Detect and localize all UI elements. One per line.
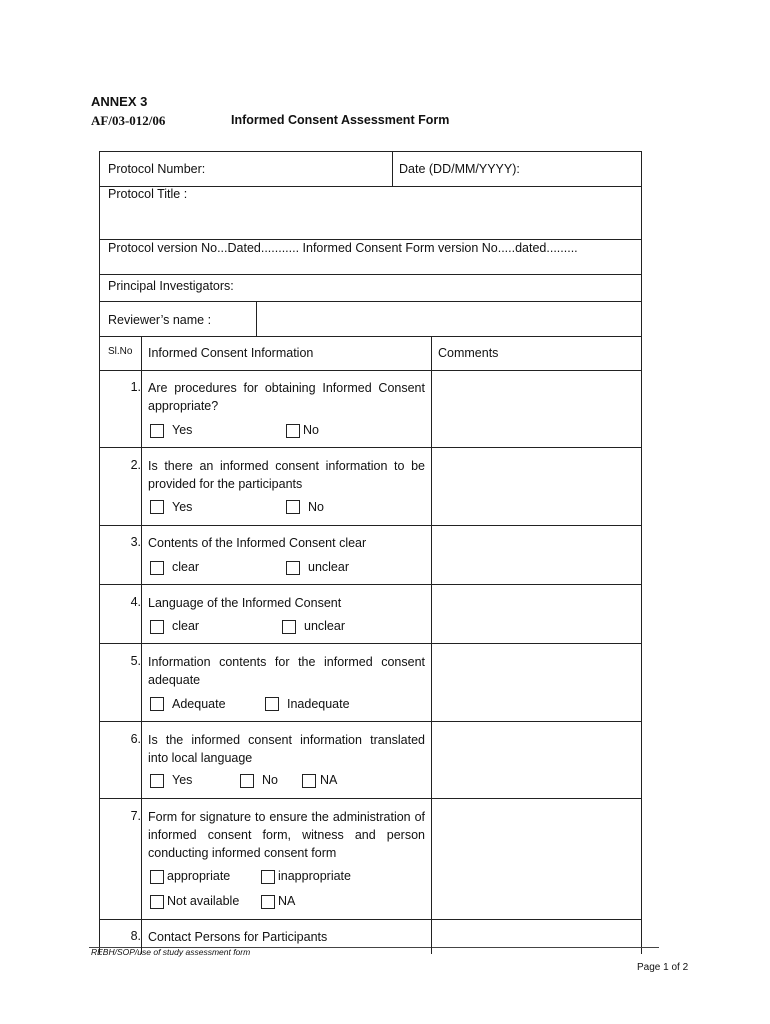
annex-label: ANNEX 3: [91, 94, 148, 109]
option-label: No: [262, 773, 278, 787]
col-comments-header: Comments: [438, 346, 499, 360]
question-text: Information contents for the informed consent adequate: [148, 655, 425, 687]
question-text: Is there an informed consent information to be provided for the participants: [148, 459, 425, 491]
checkbox-inappropriate[interactable]: [261, 870, 275, 884]
row-number: 2.: [130, 458, 141, 472]
checkbox-no[interactable]: [286, 424, 300, 438]
row-number: 8.: [130, 929, 141, 943]
protocol-number-label: Protocol Number:: [108, 162, 206, 176]
row-number: 7.: [130, 809, 141, 823]
protocol-title-label: Protocol Title :: [108, 187, 188, 201]
page-number: Page 1 of 2: [637, 962, 689, 973]
date-label: Date (DD/MM/YYYY):: [399, 162, 520, 176]
checkbox-no[interactable]: [286, 500, 300, 514]
option-label: Yes: [172, 423, 193, 437]
version-line: Protocol version No...Dated........... Informed Consent Form version No.....dated.........: [108, 241, 578, 255]
option-label: NA: [278, 894, 296, 908]
row-number: 1.: [130, 380, 141, 394]
question-text: Contact Persons for Participants: [148, 930, 328, 944]
question-text: Are procedures for obtaining Informed Consent appropriate?: [148, 381, 425, 413]
checkbox-na[interactable]: [261, 895, 275, 909]
question-text: Language of the Informed Consent: [148, 596, 342, 610]
checkbox-unclear[interactable]: [282, 620, 296, 634]
checkbox-na[interactable]: [302, 774, 316, 788]
col-slno-header: Sl.No: [108, 346, 133, 357]
checkbox-adequate[interactable]: [150, 697, 164, 711]
option-label: Yes: [172, 500, 193, 514]
row-number: 6.: [130, 732, 141, 746]
question-text: Is the informed consent information translated into local language: [148, 733, 425, 765]
checkbox-yes[interactable]: [150, 500, 164, 514]
question-text: Contents of the Informed Consent clear: [148, 536, 367, 550]
row-number: 4.: [130, 595, 141, 609]
col-info-header: Informed Consent Information: [148, 346, 314, 360]
option-label: clear: [172, 560, 200, 574]
checkbox-not-available[interactable]: [150, 895, 164, 909]
checkbox-no[interactable]: [240, 774, 254, 788]
option-label: unclear: [304, 619, 345, 633]
option-label: No: [303, 423, 319, 437]
checkbox-clear[interactable]: [150, 620, 164, 634]
option-label: inappropriate: [278, 869, 351, 883]
option-label: Not available: [167, 894, 240, 908]
footer-reference: REBH/SOP/use of study assessment form: [91, 947, 251, 957]
option-label: clear: [172, 619, 200, 633]
question-text: Form for signature to ensure the administration of informed consent form, witness and person conducting informed consent form: [148, 810, 425, 860]
checkbox-yes[interactable]: [150, 774, 164, 788]
checkbox-unclear[interactable]: [286, 561, 300, 575]
checkbox-appropriate[interactable]: [150, 870, 164, 884]
option-label: Inadequate: [287, 697, 350, 711]
option-label: appropriate: [167, 869, 231, 883]
row-number: 5.: [130, 654, 141, 668]
reviewer-name-label: Reviewer’s name :: [108, 313, 212, 327]
checkbox-yes[interactable]: [150, 424, 164, 438]
checkbox-inadequate[interactable]: [265, 697, 279, 711]
option-label: NA: [320, 773, 338, 787]
checkbox-clear[interactable]: [150, 561, 164, 575]
option-label: unclear: [308, 560, 349, 574]
option-label: Yes: [172, 773, 193, 787]
row-number: 3.: [130, 535, 141, 549]
principal-investigators-label: Principal Investigators:: [108, 279, 234, 293]
option-label: No: [308, 500, 324, 514]
form-code: AF/03-012/06: [91, 113, 166, 128]
form-title: Informed Consent Assessment Form: [231, 113, 450, 127]
option-label: Adequate: [172, 697, 226, 711]
